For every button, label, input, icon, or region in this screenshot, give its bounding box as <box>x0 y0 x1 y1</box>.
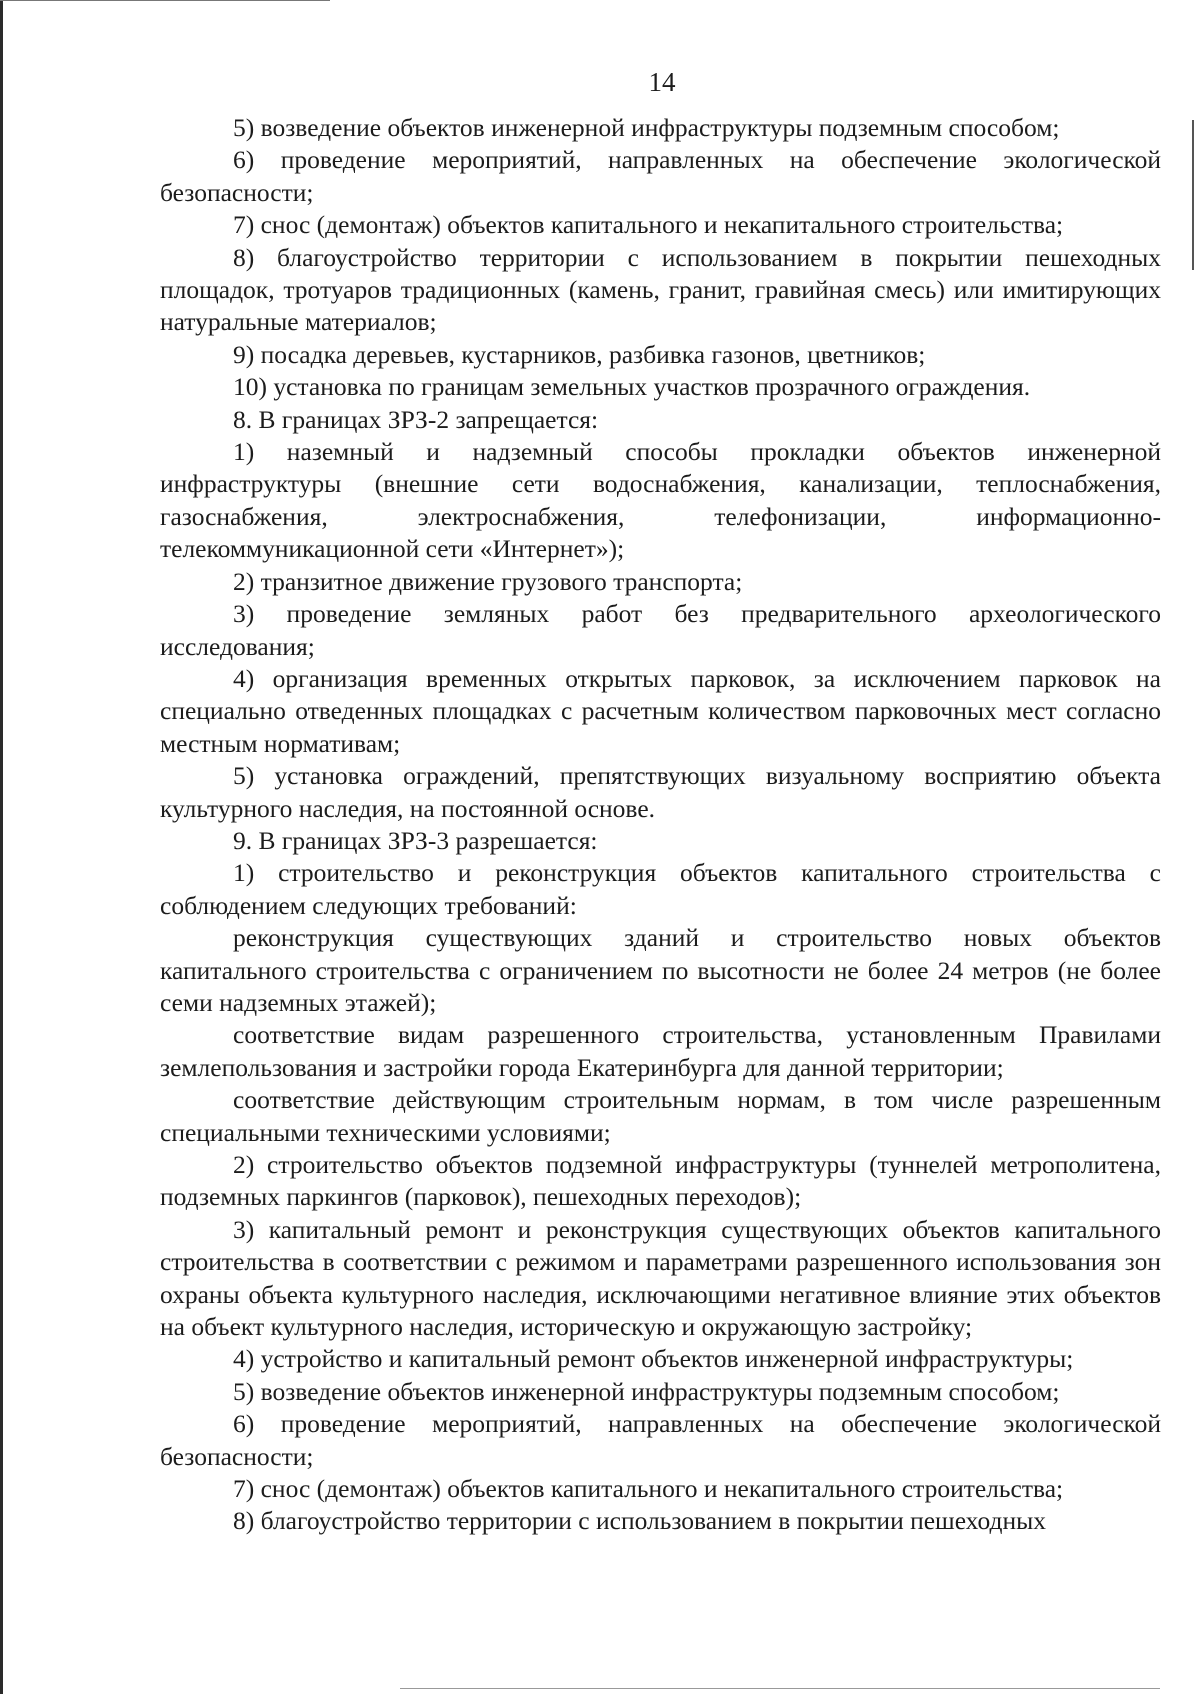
document-body <box>160 112 1161 1538</box>
page-number: 14 <box>648 67 676 97</box>
paragraph: реконструкция существующих зданий и строительство новых объектов капитального строительства с ограничением по высотности не более 24 метров (не более семи надземных этажей); <box>160 923 1161 1017</box>
paragraph: 3) капитальный ремонт и реконструкция существующих объектов капитального строительства в соответствии с режимом и параметрами разрешенного использования зон охраны объекта культурного наследия, исключающими негативное влияние этих объектов на объект культурного наследия, историческую и окружающую застройку; <box>160 1214 1161 1342</box>
paragraph: соответствие действующим строительным нормам, в том числе разрешенным специальными техническими условиями; <box>160 1085 1161 1147</box>
paragraph: 7) снос (демонтаж) объектов капитального и некапитального строительства; <box>233 1474 1064 1504</box>
paragraph: 5) установка ограждений, препятствующих визуальному восприятию объекта культурного наследия, на постоянной основе. <box>160 761 1161 823</box>
paragraph: 7) снос (демонтаж) объектов капитального и некапитального строительства; <box>233 210 1064 240</box>
paragraph: 10) установка по границам земельных участков прозрачного ограждения. <box>233 372 1031 402</box>
scan-edge-top <box>0 0 330 1</box>
scan-edge-left <box>0 0 3 1694</box>
section-heading: 9. В границах ЗРЗ-3 разрешается: <box>233 825 598 855</box>
paragraph: 5) возведение объектов инженерной инфраструктуры подземным способом; <box>233 1376 1060 1406</box>
paragraph: 6) проведение мероприятий, направленных на обеспечение экологической безопасности; <box>160 145 1161 207</box>
scan-edge-bottom <box>400 1688 1160 1689</box>
paragraph: 8) благоустройство территории с использованием в покрытии пешеходных площадок, тротуаров традиционных (камень, гранит, гравийная смесь) или имитирующих натуральные материалов; <box>160 242 1161 337</box>
paragraph: 4) организация временных открытых парковок, за исключением парковок на специально отведенных площадках с расчетным количеством парковочных мест согласно местным нормативам; <box>160 663 1161 758</box>
paragraph: 1) наземный и надземный способы прокладки объектов инженерной инфраструктуры (внешние сети водоснабжения, канализации, теплоснабжения, газоснабжения, электроснабжения, телефонизации, информационно-телекоммуникационной сети «Интернет»); <box>160 437 1161 564</box>
paragraph: 3) проведение земляных работ без предварительного археологического исследования; <box>160 599 1161 661</box>
paragraph: 6) проведение мероприятий, направленных на обеспечение экологической безопасности; <box>160 1409 1161 1471</box>
paragraph: 5) возведение объектов инженерной инфраструктуры подземным способом; <box>233 113 1060 142</box>
section-heading: 8. В границах ЗРЗ-2 запрещается: <box>233 404 599 434</box>
scan-edge-right <box>1192 120 1194 270</box>
paragraph: 4) устройство и капитальный ремонт объектов инженерной инфраструктуры; <box>233 1344 1074 1374</box>
paragraph: 9) посадка деревьев, кустарников, разбивка газонов, цветников; <box>233 339 926 369</box>
paragraph: 8) благоустройство территории с использованием в покрытии пешеходных <box>233 1506 1046 1536</box>
paragraph: 2) строительство объектов подземной инфраструктуры (туннелей метрополитена, подземных паркингов (парковок), пешеходных переходов); <box>160 1150 1161 1212</box>
paragraph: 1) строительство и реконструкция объектов капитального строительства с соблюдением следующих требований: <box>160 858 1161 920</box>
paragraph: 2) транзитное движение грузового транспорта; <box>233 566 743 596</box>
paragraph: соответствие видам разрешенного строительства, установленным Правилами землепользования и застройки города Екатеринбурга для данной территории; <box>160 1020 1161 1082</box>
